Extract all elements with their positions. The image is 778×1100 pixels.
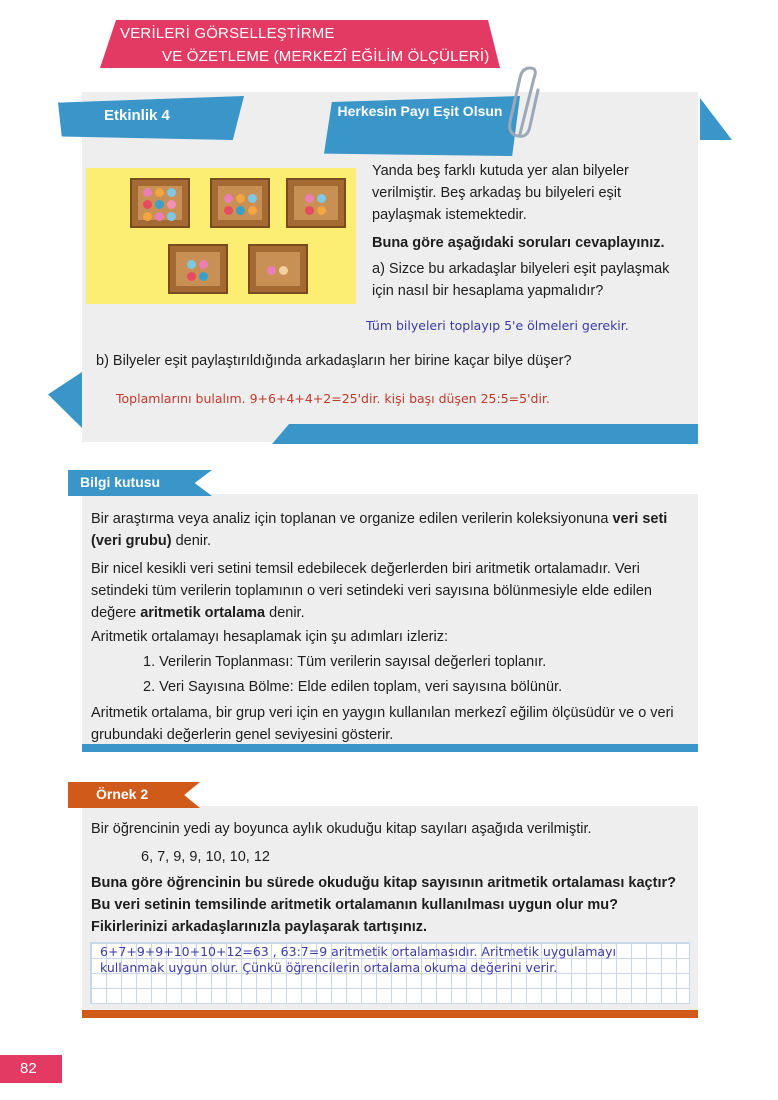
example-data-values: 6, 7, 9, 9, 10, 10, 12 xyxy=(141,849,270,865)
chapter-title-line2: VE ÖZETLEME (MERKEZÎ EĞİLİM ÖLÇÜLERİ) xyxy=(162,48,490,65)
chapter-title-line1: VERİLERİ GÖRSELLEŞTİRME xyxy=(120,25,335,42)
info-paragraph-2 xyxy=(91,558,689,624)
example-handwritten-answer: 6+7+9+9+10+10+12=63 , 63:7=9 aritmetik ortalamasıdır. Aritmetik uygulamayı kullanmak uygun olur. Çünkü öğrencilerin ortalama okuma değerini verir. xyxy=(100,944,616,975)
marble-box-4 xyxy=(168,244,228,294)
activity-answer-b: Toplamlarını bulalım. 9+6+4+4+2=25'dir. kişi başı düşen 25:5=5'dir. xyxy=(116,391,550,406)
marble-box-3 xyxy=(286,178,346,228)
info-p1-text: Bir araştırma veya analiz için toplanan ve organize edilen verilerin koleksiyonuna xyxy=(91,511,613,527)
decorative-corner-left xyxy=(48,372,82,428)
info-paragraph-4: Aritmetik ortalama, bir grup veri için en yaygın kullanılan merkezî eğilim ölçüsüdür ve o veri grubundaki değerlerin genel seviyesini gösterir. xyxy=(91,705,674,743)
info-p2-end: denir. xyxy=(265,605,305,621)
info-paragraph-1 xyxy=(91,508,689,552)
marble-box-2 xyxy=(210,178,270,228)
activity-intro-text: Yanda beş farklı kutuda yer alan bilyeler verilmiştir. Beş arkadaş bu bilyeleri eşit paylaşmak istemektedir. xyxy=(372,163,629,223)
info-p1-end: denir. xyxy=(171,533,212,549)
marble-box-5 xyxy=(248,244,308,294)
page-number: 82 xyxy=(20,1060,37,1077)
example-label: Örnek 2 xyxy=(96,786,149,802)
activity-question-a: a) Sizce bu arkadaşlar bilyeleri eşit paylaşmak için nasıl bir hesaplama yapmalıdır? xyxy=(372,261,670,299)
activity-question-b: b) Bilyeler eşit paylaştırıldığında arkadaşların her birine kaçar bilye düşer? xyxy=(96,353,572,369)
decorative-corner-right xyxy=(700,98,732,140)
example-intro-text: Bir öğrencinin yedi ay boyunca aylık okuduğu kitap sayıları aşağıda verilmiştir. xyxy=(91,821,592,837)
marble-box-1 xyxy=(130,178,190,228)
activity-bottom-strip xyxy=(272,424,698,444)
example-bottom-bar xyxy=(82,1010,698,1018)
activity-title: Herkesin Payı Eşit Olsun xyxy=(337,103,503,119)
activity-label: Etkinlik 4 xyxy=(104,107,170,124)
example-question: Buna göre öğrencinin bu sürede okuduğu kitap sayısının aritmetik ortalaması kaçtır? Bu veri setinin temsilinde aritmetik ortalamanın kullanılması uygun olur mu? Fikirlerinizi arkadaşlarınızla paylaşarak tartışınız. xyxy=(91,875,676,935)
activity-answer-a: Tüm bilyeleri toplayıp 5'e ölmeleri gerekir. xyxy=(366,318,629,333)
activity-prompt: Buna göre aşağıdaki soruları cevaplayınız. xyxy=(372,235,665,251)
info-step-2: 2. Veri Sayısına Bölme: Elde edilen toplam, veri sayısına bölünür. xyxy=(143,679,563,695)
info-paragraph-3: Aritmetik ortalamayı hesaplamak için şu adımları izleriz: xyxy=(91,629,448,645)
info-step-1: 1. Verilerin Toplanması: Tüm verilerin sayısal değerleri toplanır. xyxy=(143,654,547,670)
info-p2-bold-term: aritmetik ortalama xyxy=(140,605,266,621)
marble-boxes-illustration xyxy=(86,168,356,304)
info-p1-bold-term: veri seti (veri grubu) xyxy=(91,511,668,549)
info-box-label: Bilgi kutusu xyxy=(80,474,161,490)
paperclip-icon xyxy=(508,64,548,144)
info-p2-text: Bir nicel kesikli veri setini temsil edebilecek değerlerden biri aritmetik ortalamadır. Veri setindeki tüm verilerin toplamının o veri setindeki veri sayısına bölünmesiyle elde edilen değere xyxy=(91,561,652,621)
